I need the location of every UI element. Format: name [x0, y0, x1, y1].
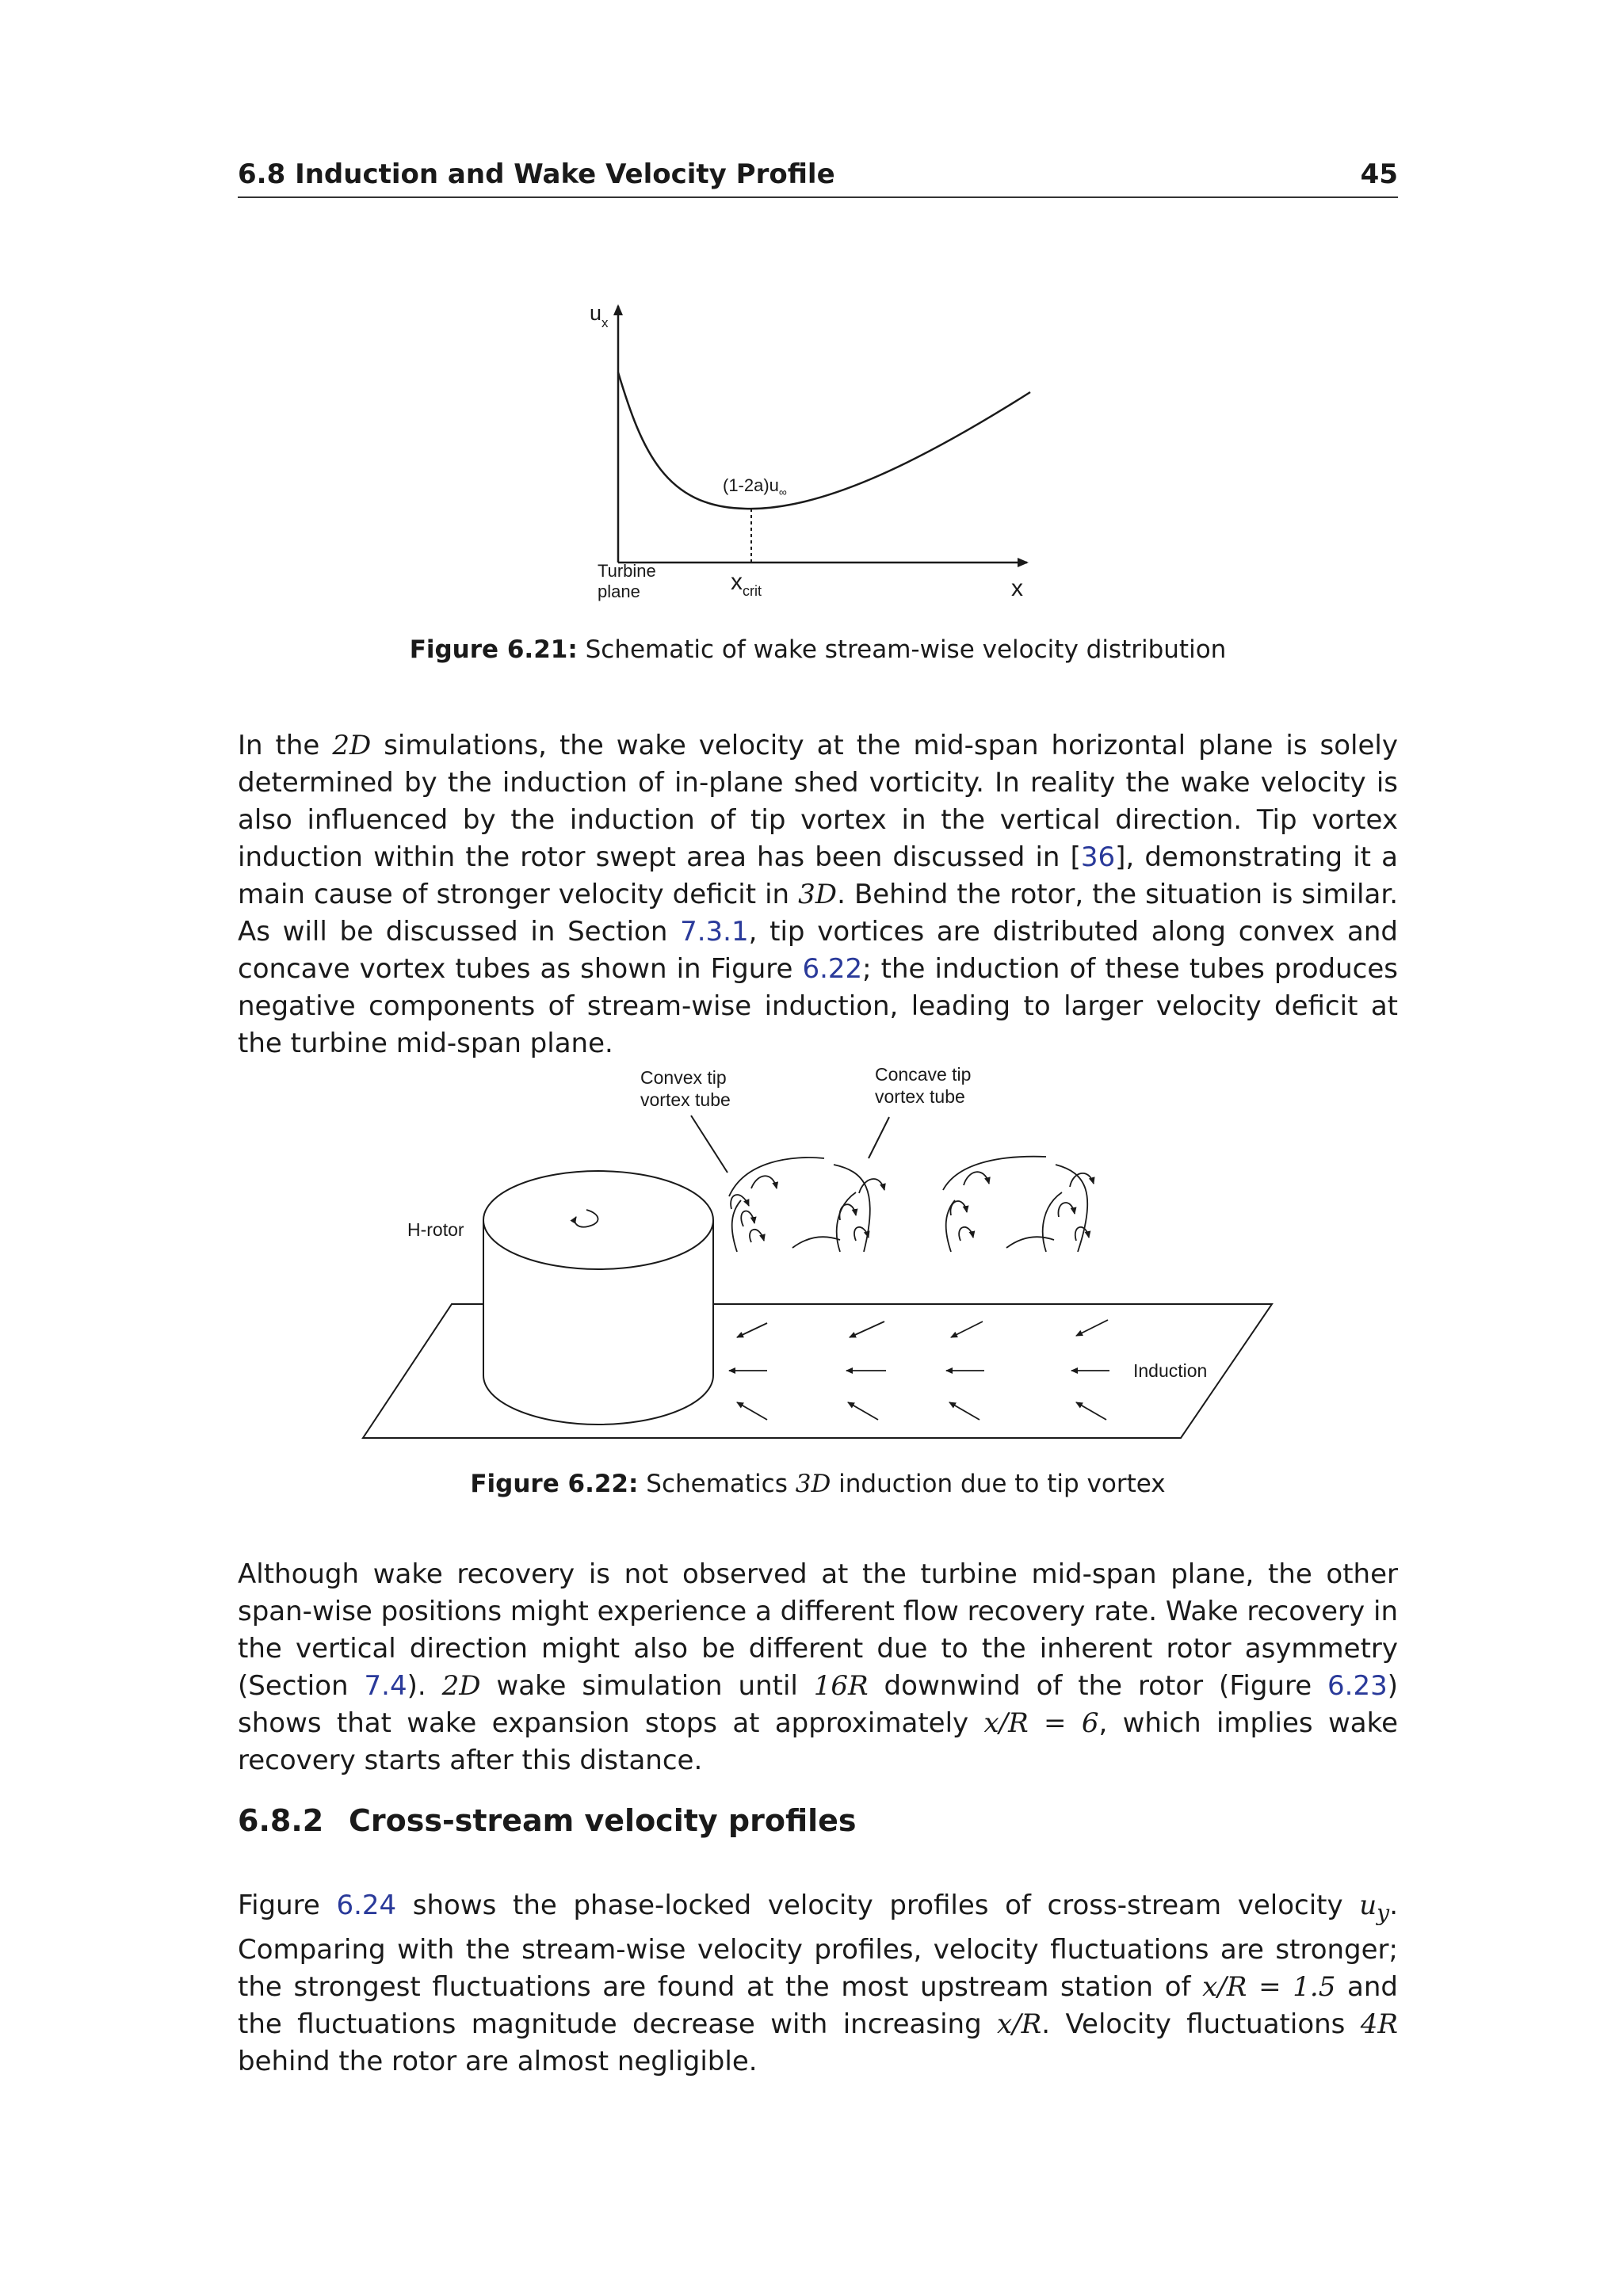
caption-math: 3D [795, 1470, 831, 1498]
xcrit-label: $x_{crit}$ [731, 569, 762, 599]
caption-label: Figure 6.21: [409, 635, 578, 664]
subsection-title: Cross-stream velocity profiles [349, 1803, 857, 1838]
x-axis-label: x [1011, 575, 1023, 601]
convex-tube-label-line2: vortex tube [640, 1089, 731, 1110]
concave-tube-label-line2: vortex tube [875, 1086, 965, 1107]
turbine-plane-label-line2: plane [598, 582, 640, 601]
figure-link[interactable]: 6.22 [802, 953, 863, 985]
y-axis-label: $u_x$ [590, 301, 609, 330]
induction-label: Induction [1133, 1360, 1208, 1381]
figure-link[interactable]: 6.23 [1327, 1670, 1388, 1702]
turbine-plane-label-line1: Turbine [598, 561, 656, 581]
paragraph-tip-vortex-induction: In the 2D simulations, the wake velocity at the mid-span horizontal plane is solely determined by the induction of in-plane shed vorticity. In reality the wake velocity is also influenced by the induction of tip vortex in the vertical direction. Tip vortex induction within the rotor swept area has been discussed in [36], demonstrating it a main cause of stronger velocity deficit in 3D. Behind the rotor, the situation is similar. As will be discussed in Section 7.3.1, tip vortices are distributed along convex and concave vortex tubes as shown in Figure 6.22; the induction of these tubes produces negative components of stream-wise induction, leading to larger velocity deficit at the turbine mid-span plane. [238, 730, 1399, 1059]
convex-tube-label-line1: Convex tip [640, 1067, 727, 1088]
page-number: 45 [1360, 158, 1398, 190]
minimum-velocity-label: $(1-2a)u_\infty$ [723, 475, 787, 498]
induction-arrows [729, 1320, 1109, 1420]
concave-leader-line [869, 1117, 889, 1158]
figure-link[interactable]: 6.24 [336, 1890, 397, 1921]
caption-text: Schematic of wake stream-wise velocity distribution [585, 635, 1227, 664]
circulation-arrows [731, 1172, 1094, 1242]
concave-tube-label-line1: Concave tip [875, 1064, 972, 1085]
h-rotor-cylinder [483, 1171, 713, 1425]
figure-wake-velocity-schematic [579, 293, 1054, 610]
paragraph-cross-stream-profiles: Figure 6.24 shows the phase-locked velocity profiles of cross-stream velocity $u_y$. Comparing with the stream-wise velocity profiles, velocity fluctuations are stronger; the strongest fluctuations are found at the most upstream station of x/R = 1.5 and the fluctuations magnitude decrease with increasing x/R. Velocity fluctuations 4R behind the rotor are almost negligible. [238, 1890, 1398, 2077]
velocity-curve [618, 372, 1030, 509]
running-section-title: 6.8 Induction and Wake Velocity Profile [238, 158, 835, 190]
page-header [238, 155, 1398, 198]
subsection-heading [238, 1803, 857, 1838]
figure-6-21-caption [238, 635, 1398, 664]
caption-text-start: Schematics [646, 1470, 796, 1498]
convex-leader-line [691, 1116, 727, 1173]
paragraph-wake-recovery: Although wake recovery is not observed at the turbine mid-span plane, the other span-wise positions might experience a different flow recovery rate. Wake recovery in the vertical direction might also be different due to the inherent rotor asymmetry (Section 7.4). 2D wake simulation until 16R downwind of the rotor (Figure 6.23) shows that wake expansion stops at approximately x/R = 6, which implies wake recovery starts after this distance. [238, 1558, 1399, 1776]
vortex-tube-arcs [729, 1157, 1087, 1252]
subsection-number: 6.8.2 [238, 1803, 324, 1838]
caption-text-end: induction due to tip vortex [831, 1470, 1166, 1498]
caption-label: Figure 6.22: [470, 1470, 639, 1498]
figure-6-22-caption [238, 1470, 1398, 1498]
section-link[interactable]: 7.3.1 [680, 916, 749, 948]
rotor-label: H-rotor [407, 1219, 464, 1240]
section-link[interactable]: 7.4 [364, 1670, 407, 1702]
citation-link[interactable]: 36 [1080, 841, 1116, 873]
figure-3d-tip-vortex-induction [349, 1054, 1284, 1450]
